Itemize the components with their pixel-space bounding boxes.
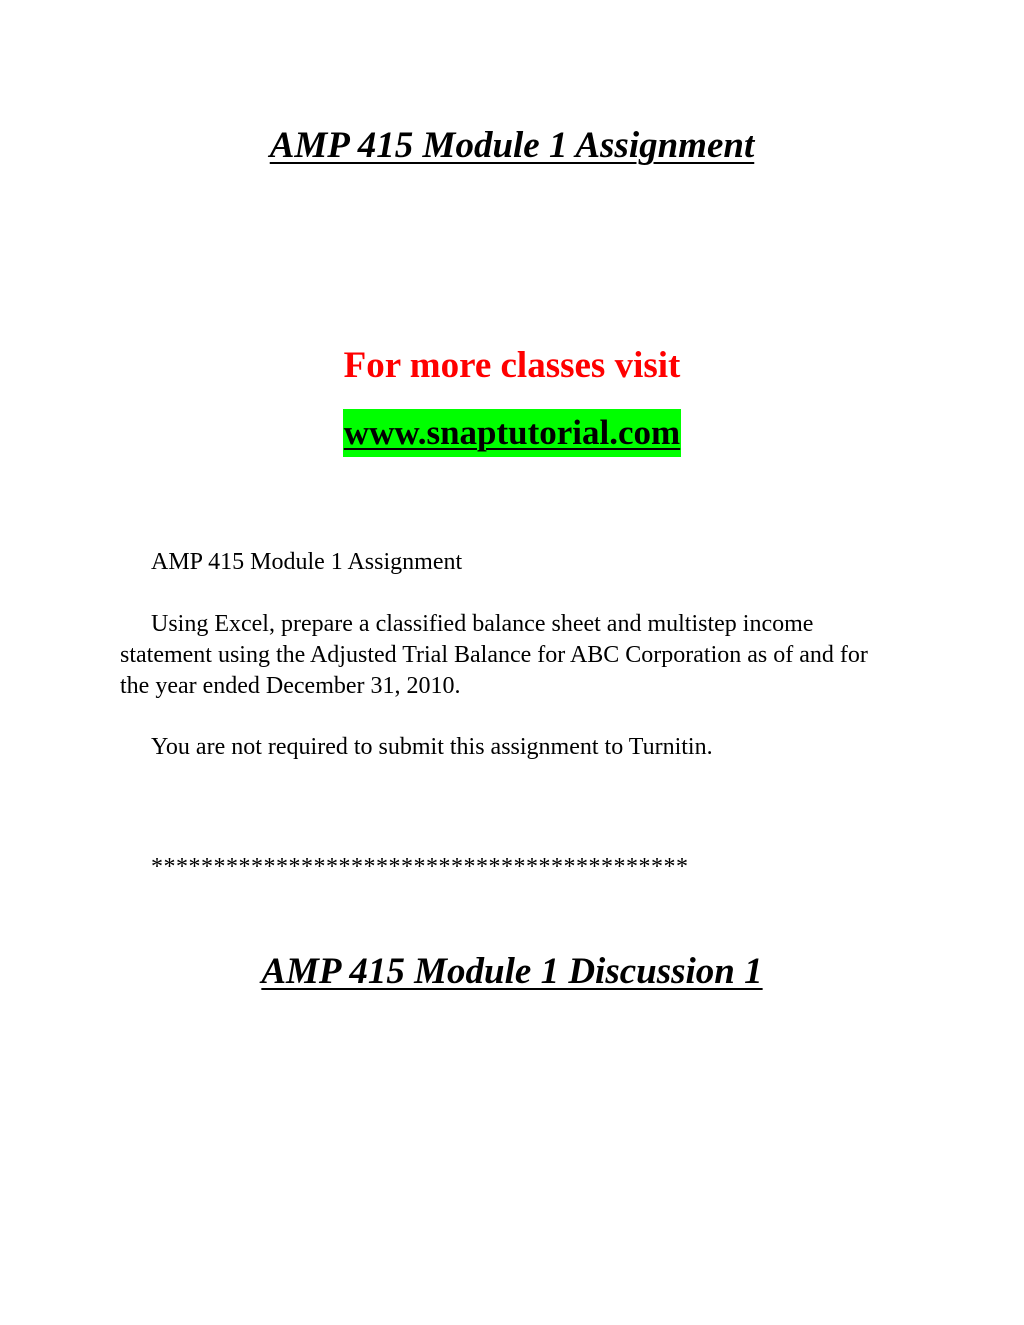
- website-link[interactable]: www.snaptutorial.com: [343, 409, 681, 457]
- separator-asterisks: *******************************************: [151, 854, 689, 880]
- assignment-heading-text: AMP 415 Module 1 Assignment: [269, 125, 755, 166]
- assignment-instructions: Using Excel, prepare a classified balance sheet and multistep income statement using the Adjusted Trial Balance for ABC Corporation as of and for the year ended December 31, 2010.: [120, 611, 868, 699]
- website-link-container: [0, 409, 1024, 457]
- assignment-heading: [0, 124, 1024, 168]
- turnitin-note: You are not required to submit this assignment to Turnitin.: [151, 734, 713, 760]
- promo-text: For more classes visit: [343, 345, 681, 386]
- discussion-heading: [0, 950, 1024, 994]
- discussion-heading-text: AMP 415 Module 1 Discussion 1: [261, 951, 763, 992]
- assignment-subtitle: AMP 415 Module 1 Assignment: [151, 549, 463, 575]
